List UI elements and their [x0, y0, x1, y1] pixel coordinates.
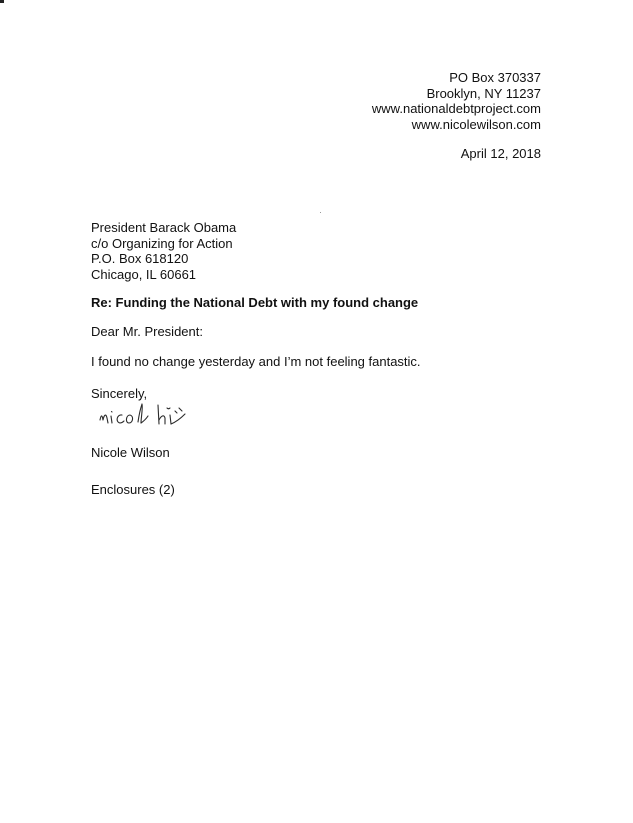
handwritten-signature	[96, 398, 246, 440]
recipient-city: Chicago, IL 60661	[91, 266, 197, 282]
recipient-org: c/o Organizing for Action	[91, 235, 233, 251]
recipient-po-box: P.O. Box 618120	[91, 251, 189, 266]
subject-line: Re: Funding the National Debt with my found change	[91, 295, 419, 310]
salutation: Dear Mr. President:	[91, 324, 203, 339]
letter-date: April 12, 2018	[460, 146, 541, 161]
sender-address	[372, 70, 541, 132]
enclosures-note: Enclosures (2)	[91, 482, 175, 497]
scan-speck	[320, 212, 321, 213]
body-paragraph: I found no change yesterday and I’m not feeling fantastic.	[91, 354, 421, 369]
recipient-address	[91, 220, 236, 282]
signer-name: Nicole Wilson	[91, 445, 170, 460]
sender-po-box: PO Box 370337	[449, 70, 541, 85]
scan-corner-mark	[0, 0, 4, 3]
sender-website-1: www.nationaldebtproject.com	[371, 101, 541, 116]
sender-city: Brooklyn, NY 11237	[426, 85, 541, 101]
closing: Sincerely,	[91, 386, 148, 401]
sender-website-2: www.nicolewilson.com	[411, 116, 541, 132]
recipient-name: President Barack Obama	[91, 220, 237, 235]
